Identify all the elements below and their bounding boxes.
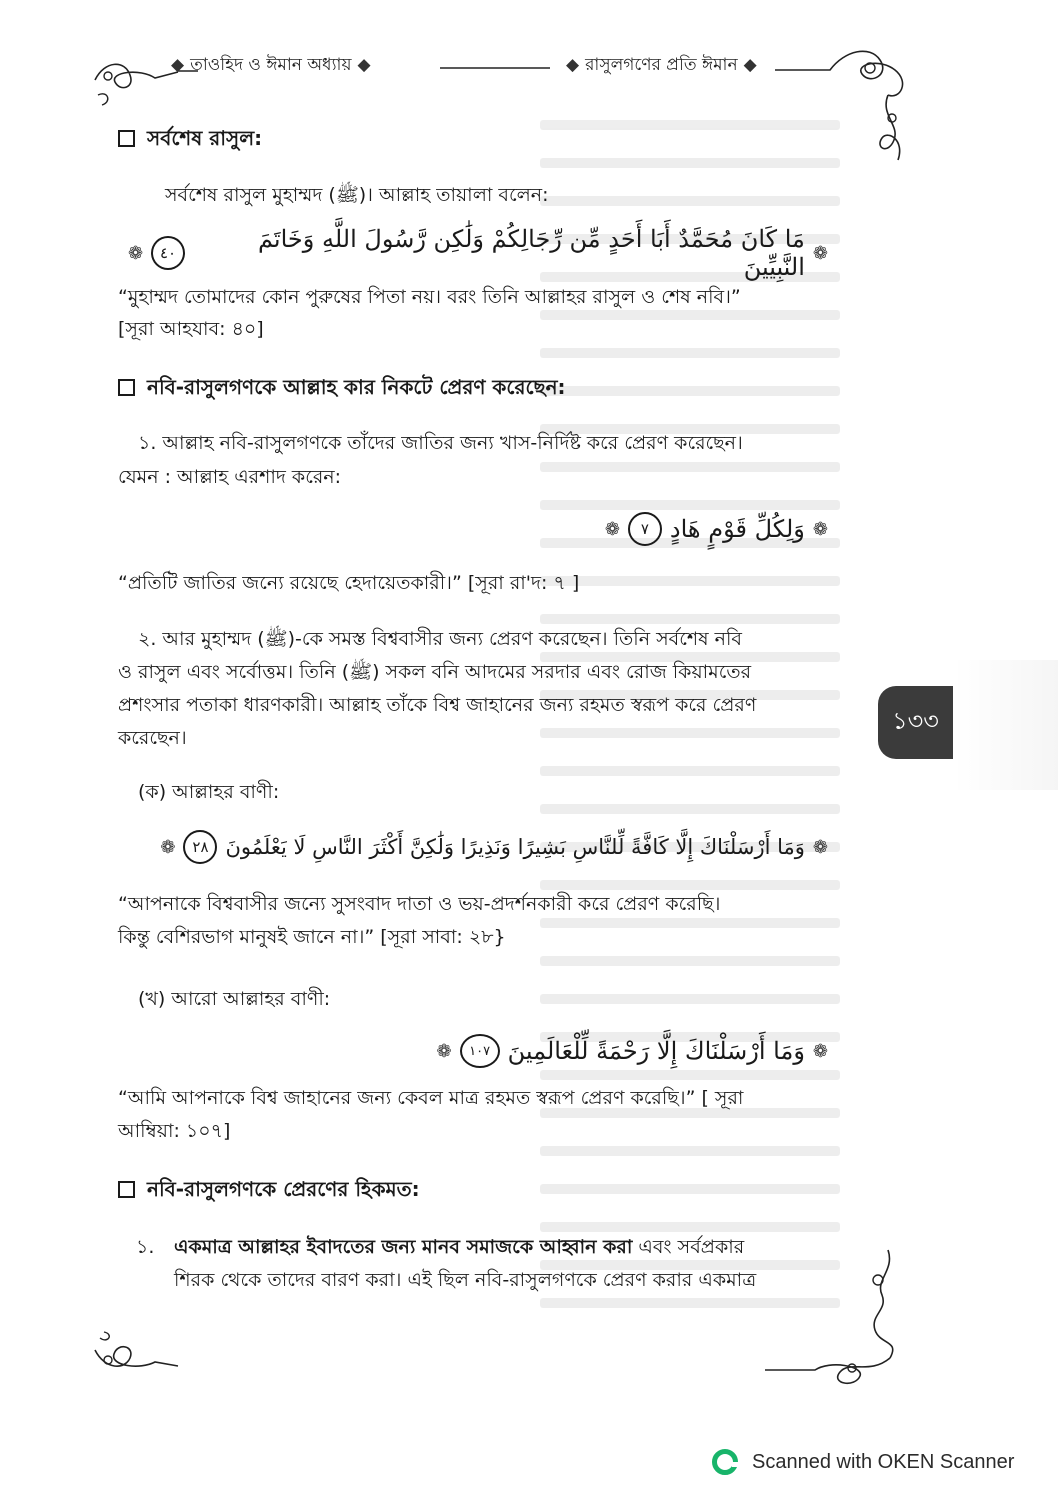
ayah-number: ٤٠	[151, 236, 185, 270]
section3-item1-line2: শিরক থেকে তাদের বারণ করা। এই ছিল নবি-রাসুলগণকে প্রেরণ করার একমাত্র	[174, 1269, 757, 1291]
ayah-text: وَلِكُلِّ قَوْمٍ هَادٍ	[669, 515, 805, 543]
ornament-top-right-icon	[770, 40, 920, 180]
section2-p2-line3: প্রশংসার পতাকা ধারণকারী। আল্লাহ তাঁকে বিশ্ব জাহানের জন্য রহমত স্বরূপ করে প্রেরণ	[118, 694, 757, 716]
ayah-bracket-icon: ❁	[160, 836, 176, 858]
section2-p2-line2: ও রাসুল এবং সর্বোত্তম। তিনি (ﷺ) সকল বনি আদমের সরদার এবং রোজ কিয়ামতের	[118, 661, 752, 683]
ayah-bracket-icon: ❁	[812, 242, 828, 264]
checkbox-bullet-icon	[118, 1181, 135, 1198]
section2-translation2-line2: কিন্তু বেশিরভাগ মানুষই জানে না।” [সূরা সাবা: ২৮}	[118, 926, 506, 948]
section-heading-wisdom	[118, 1173, 420, 1205]
section1-translation-line1: “মুহাম্মদ তোমাদের কোন পুরুষের পিতা নয়। বরং তিনি আল্লাহর রাসুল ও শেষ নবি।”	[118, 286, 741, 308]
ayah-number: ٧	[628, 512, 662, 546]
checkbox-bullet-icon	[118, 379, 135, 396]
section-heading-last-prophet	[118, 122, 262, 154]
page-edge-shadow	[953, 660, 1058, 790]
ayah-bracket-icon: ❁	[812, 836, 828, 858]
ayah-text: وَمَا أَرْسَلْنَاكَ إِلَّا رَحْمَةً لِّلْعَالَمِينَ	[507, 1037, 805, 1065]
header-right: ◆ রাসুলগণের প্রতি ঈমান ◆	[566, 55, 757, 75]
oken-scanner-logo-icon	[712, 1449, 738, 1475]
ayah-number: ٢٨	[183, 830, 217, 864]
ka-label: (ক) আল্লাহর বাণী:	[138, 781, 280, 803]
section2-p2-line4: করেছেন।	[118, 727, 187, 749]
section1-translation-line2: [সূরা আহযাব: ৪০]	[118, 318, 264, 340]
section2-p1-line1: ১. আল্লাহ নবি-রাসুলগণকে তাঁদের জাতির জন্য খাস-নির্দিষ্ট করে প্রেরণ করেছেন।	[138, 432, 743, 454]
header-rule-icon	[440, 64, 550, 72]
section2-p2-line1: ২. আর মুহাম্মদ (ﷺ)-কে সমস্ত বিশ্ববাসীর জন্য প্রেরণ করেছেন। তিনি সর্বশেষ নবি	[138, 628, 742, 650]
ayah-saba-28	[128, 830, 828, 864]
ornament-bottom-right-icon	[760, 1240, 910, 1390]
ayah-text: مَا كَانَ مُحَمَّدٌ أَبَا أَحَدٍ مِّن رِّجَالِكُمْ وَلَٰكِن رَّسُولَ اللَّهِ وَخَاتَمَ النَّبِيِّينَ	[257, 225, 805, 281]
section3-item1-bold: একমাত্র আল্লাহর ইবাদতের জন্য মানব সমাজকে আহ্বান করা	[174, 1236, 633, 1258]
checkbox-bullet-icon	[118, 130, 135, 147]
ayah-number: ١٠٧	[460, 1034, 500, 1068]
page-number-tab	[878, 686, 953, 759]
kha-label: (খ) আরো আল্লাহর বাণী:	[138, 988, 331, 1010]
scanner-label: Scanned with OKEN Scanner	[752, 1450, 1015, 1473]
ayah-text: وَمَا أَرْسَلْنَاكَ إِلَّا كَافَّةً لِّلنَّاسِ بَشِيرًا وَنَذِيرًا وَلَٰكِنَّ أَكْثَرَ النَّاسِ لَا يَعْلَمُونَ	[225, 835, 805, 859]
ayah-bracket-icon: ❁	[812, 1040, 828, 1062]
section3-item1-number: ১.	[136, 1236, 155, 1258]
ayah-bracket-icon: ❁	[436, 1040, 452, 1062]
ayah-bracket-icon: ❁	[604, 518, 620, 540]
section2-p1-line2: যেমন : আল্লাহ এরশাদ করেন:	[118, 466, 342, 488]
section1-intro: সর্বশেষ রাসুল মুহাম্মদ (ﷺ)। আল্লাহ তায়ালা বলেন:	[165, 184, 549, 206]
ornament-bottom-left-icon	[90, 1330, 180, 1390]
header-left-title: তাওহিদ ও ঈমান অধ্যায়	[190, 55, 352, 75]
ayah-anbiya-107	[437, 1034, 828, 1068]
ayah-bracket-icon: ❁	[812, 518, 828, 540]
page-number: ১৩৩	[892, 706, 939, 735]
section3-item1-line1	[174, 1232, 744, 1262]
section2-translation3-line1: “আমি আপনাকে বিশ্ব জাহানের জন্য কেবল মাত্র রহমত স্বরূপ প্রেরণ করেছি।” [ সূরা	[118, 1087, 744, 1109]
header-right-title: রাসুলগণের প্রতি ঈমান	[585, 55, 738, 75]
section2-translation3-line2: আম্বিয়া: ১০৭]	[118, 1120, 231, 1142]
header-left: ◆ তাওহিদ ও ঈমান অধ্যায় ◆	[171, 55, 371, 75]
section-heading-to-whom-sent	[118, 371, 566, 403]
section3-heading-text: নবি-রাসুলগণকে প্রেরণের হিকমত:	[147, 1177, 420, 1201]
ayah-ahzab-40	[128, 225, 828, 281]
section3-item1-rest: এবং সর্বপ্রকার	[632, 1236, 745, 1258]
section2-translation1: “প্রতিটি জাতির জন্যে রয়েছে হেদায়েতকারী।” [সূরা রা'দ: ৭ ]	[118, 572, 580, 594]
section2-heading-text: নবি-রাসুলগণকে আল্লাহ কার নিকটে প্রেরণ করেছেন:	[147, 375, 566, 399]
ayah-rad-7	[605, 512, 828, 546]
ayah-bracket-icon: ❁	[128, 242, 144, 264]
scanner-watermark	[712, 1449, 1014, 1475]
section1-heading-text: সর্বশেষ রাসুল:	[147, 126, 263, 150]
section2-translation2-line1: “আপনাকে বিশ্ববাসীর জন্যে সুসংবাদ দাতা ও ভয়-প্রদর্শনকারী করে প্রেরণ করেছি।	[118, 893, 721, 915]
